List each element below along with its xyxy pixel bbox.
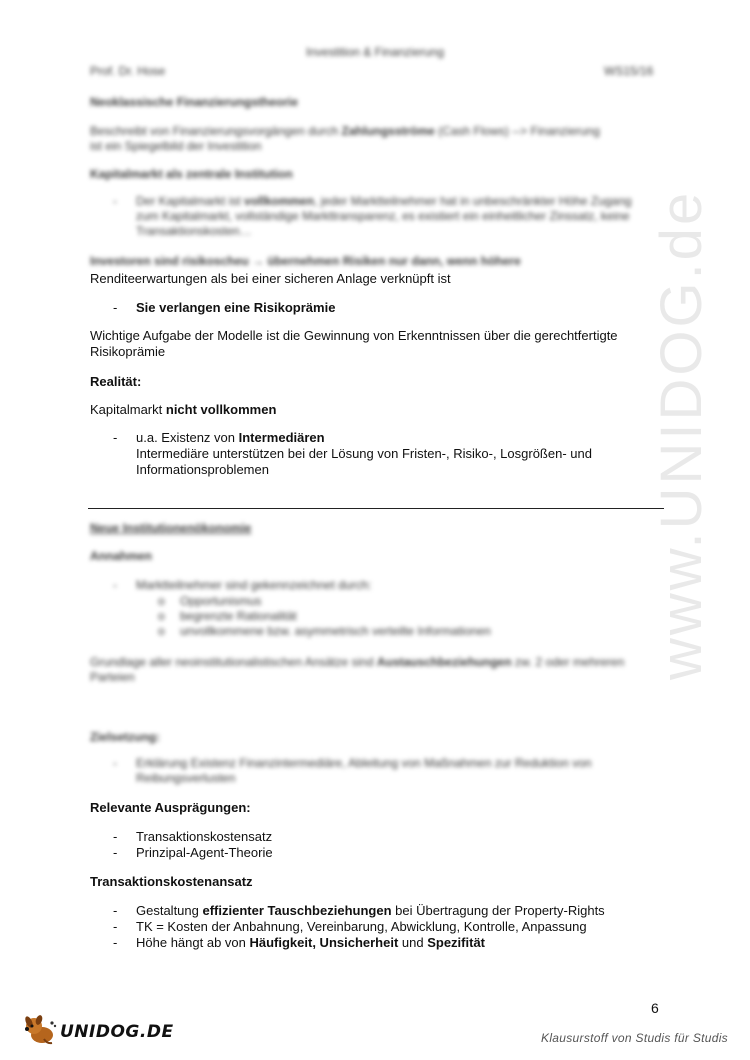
header-professor: Prof. Dr. Hose (90, 64, 166, 78)
list-item: - Transaktionskostensatz (113, 829, 273, 844)
page-number: 6 (651, 1000, 659, 1016)
subheading-capital-market: Kapitalmarkt als zentrale Institution (90, 167, 293, 181)
assumptions-bullet: Marktteilnehmer sind gekennzeichnet durch: (136, 578, 372, 592)
tk-list (113, 903, 673, 951)
goal-heading: Zielsetzung: (90, 730, 161, 744)
list-item: - Der Kapitalmarkt ist vollkommen, jeder Marktteilnehmer hat in unbeschränkter Höhe Zugang zum Kapitalmarkt, vollständige Markttransparenz, es existiert ein einheitlicher Zinssatz, keine Transaktionskosten… (113, 194, 632, 238)
list-item: - Erklärung Existenz Finanzintermediäre, Ableitung von Maßnahmen zur Reduktion von Reibungsverlusten (113, 756, 643, 786)
section-divider (88, 508, 664, 509)
relevant-heading: Relevante Ausprägungen: (90, 800, 251, 815)
intro-text-a: Beschreibt von Finanzierungsvorgängen durch (90, 124, 342, 138)
header-semester: WS15/16 (604, 64, 654, 78)
bullet-text-c: , jeder Marktteilnehmer hat in unbeschränkter Höhe Zugang zum Kapitalmarkt, vollständige Markttransparenz, es existiert ein einheitlicher Zinssatz, keine Transaktionskosten… (136, 194, 632, 238)
intro-text-bold: Zahlungsströme (341, 124, 435, 138)
list-item: o Opportunismus (158, 594, 262, 608)
section-title-neoclassical: Neoklassische Finanzierungstheorie (90, 95, 299, 109)
bullet-text-bold: vollkommen (244, 194, 315, 208)
reality-text-bold: nicht vollkommen (165, 402, 277, 417)
reality-heading: Realität: (90, 374, 142, 389)
basis-paragraph (90, 655, 650, 685)
bullet-text-a: Der Kapitalmarkt ist (136, 194, 245, 208)
watermark-text: www.UNIDOG.de (649, 189, 714, 680)
footer-tagline: Klausurstoff von Studis für Studis (541, 1031, 728, 1045)
list-item: - TK = Kosten der Anbahnung, Vereinbarung, Abwicklung, Kontrolle, Anpassung (113, 919, 587, 934)
list-item: - Gestaltung effizienter Tauschbeziehungen bei Übertragung der Property-Rights (113, 903, 605, 918)
list-item: o begrenzte Rationalität (158, 609, 297, 623)
tk-heading: Transaktionskostenansatz (90, 874, 253, 889)
risk-premium-bullet: Sie verlangen eine Risikoprämie (136, 300, 336, 315)
basis-text-a: Grundlage aller neoinstitutionalistischen Ansätze sind (90, 655, 377, 669)
neoclassical-intro (90, 124, 610, 154)
list-item: - Höhe hängt ab von Häufigkeit, Unsicherheit und Spezifität (113, 935, 486, 950)
goal-bullet: Erklärung Existenz Finanzintermediäre, Ableitung von Maßnahmen zur Reduktion von Reibungsverlusten (136, 756, 592, 785)
list-item: - Sie verlangen eine Risikoprämie (113, 300, 336, 315)
assumptions-sublist (158, 594, 491, 639)
reality-statement (90, 402, 276, 418)
important-task-paragraph: Wichtige Aufgabe der Modelle ist die Gewinnung von Erkenntnissen über die gerechtfertigte Risikoprämie (90, 328, 618, 359)
list-item: - u.a. Existenz von Intermediären Intermediäre unterstützen bei der Lösung von Fristen-, Risiko-, Losgrößen- und Informationsproblemen (113, 430, 592, 477)
section-title-institutional: Neue Institutionenökonomie (90, 521, 252, 535)
list-item: o unvollkommene bzw. asymmetrisch verteilte Informationen (158, 624, 491, 638)
list-item: - Marktteilnehmer sind gekennzeichnet durch: (113, 578, 372, 592)
assumptions-heading: Annahmen (90, 549, 153, 563)
reality-text-a: Kapitalmarkt (90, 402, 166, 417)
basis-text-bold: Austauschbeziehungen (376, 655, 512, 669)
interm-text-a: u.a. Existenz von (136, 430, 239, 445)
dog-icon (22, 1013, 58, 1047)
list-item: - Prinzipal-Agent-Theorie (113, 845, 273, 860)
investors-line-blurred: Investoren sind risikoscheu → übernehmen Risiken nur dann, wenn höhere (90, 254, 521, 268)
header-course-title: Investition & Finanzierung (305, 45, 445, 59)
interm-text-c: Intermediäre unterstützen bei der Lösung von Fristen-, Risiko-, Losgrößen- und Informationsproblemen (136, 446, 592, 477)
interm-text-bold: Intermediären (238, 430, 325, 445)
logo-text: UNIDOG.DE (60, 1022, 174, 1042)
investors-line: Renditeerwartungen als bei einer sicheren Anlage verknüpft ist (90, 271, 451, 286)
unidog-logo (22, 1013, 174, 1047)
basis-text-c: zw. 2 oder mehreren Parteien (90, 655, 625, 684)
intro-text-c: (Cash Flows) --> Finanzierung ist ein Spiegelbild der Investition (90, 124, 600, 153)
relevant-list (113, 829, 273, 861)
